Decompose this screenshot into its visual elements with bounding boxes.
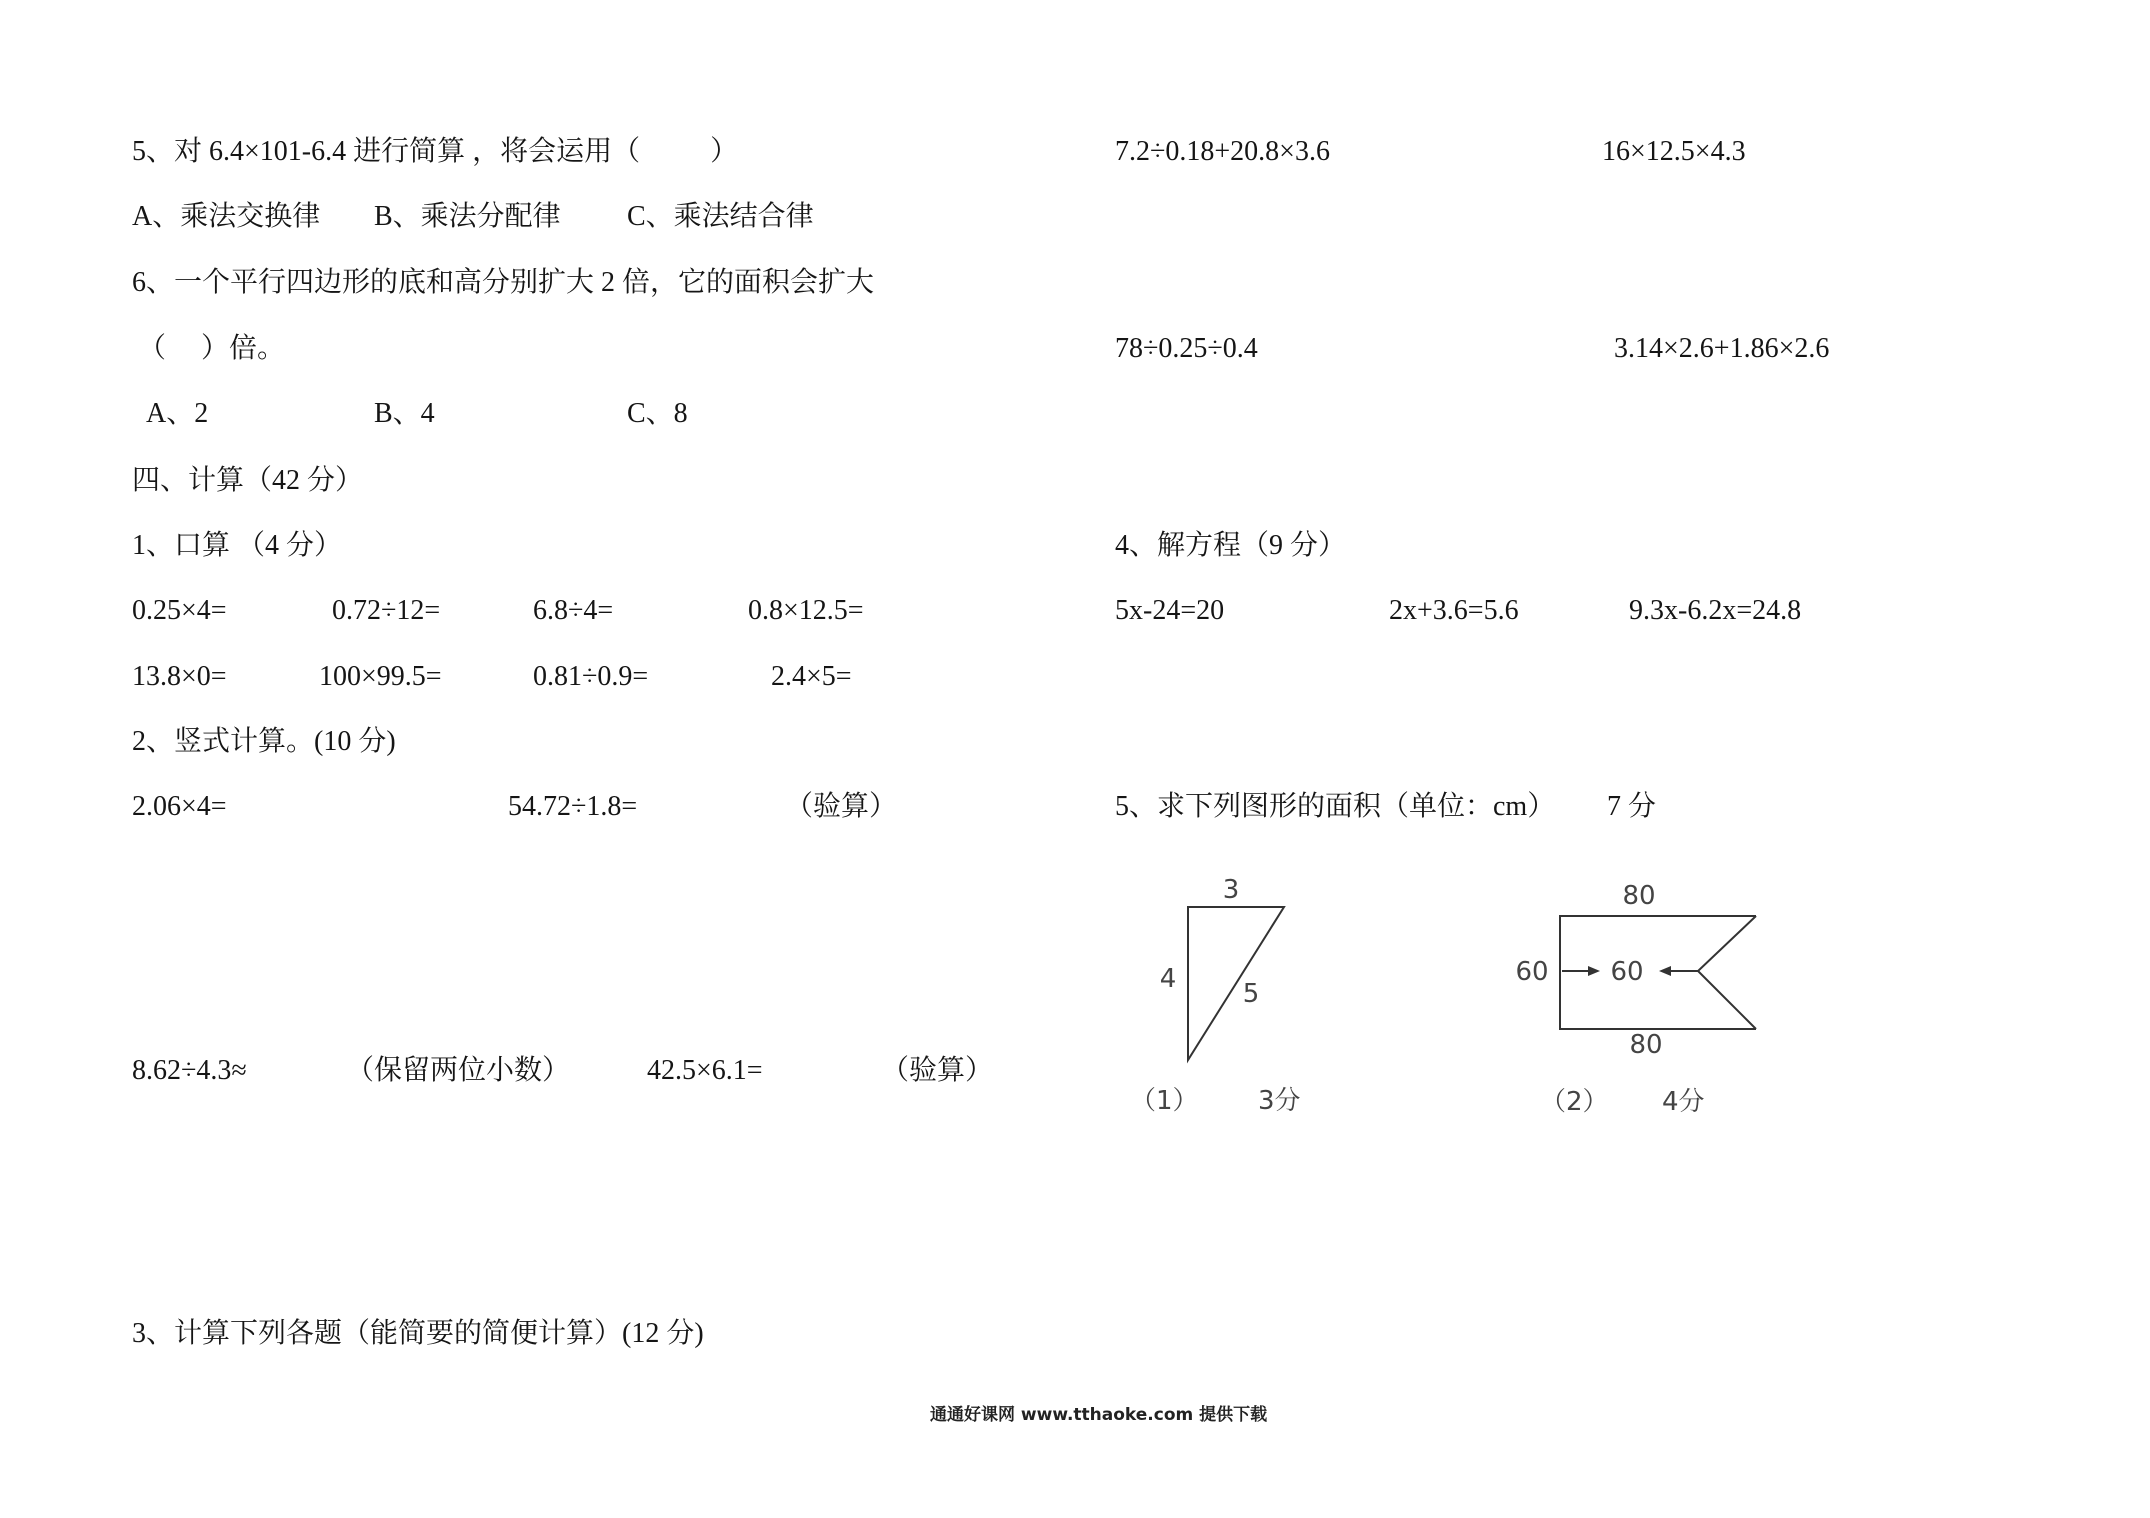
oral-calc-item: 100×99.5=	[319, 661, 442, 692]
oral-calc-item: 0.25×4=	[132, 595, 227, 626]
figure2-points: 4分	[1662, 1087, 1705, 1117]
figure2-caption: （2）	[1540, 1087, 1609, 1117]
oral-calc-item: 0.8×12.5=	[748, 595, 864, 626]
figure1-triangle	[1140, 870, 1320, 1080]
equation-item: 2x+3.6=5.6	[1389, 595, 1519, 626]
oral-calc-item: 13.8×0=	[132, 661, 227, 692]
oral-calc-item: 0.72÷12=	[332, 595, 441, 626]
upper-length-label: 80	[1622, 881, 1656, 911]
footer-source: 通通好课网 www.tthaoke.com 提供下载	[930, 1405, 1268, 1425]
vertical-calc-item: 54.72÷1.8=	[508, 791, 638, 822]
triangle-shape	[1188, 907, 1284, 1060]
oral-calc-item: 2.4×5=	[771, 661, 852, 692]
q6-option-c: C、8	[627, 398, 688, 429]
notch-outline	[1698, 916, 1756, 1029]
simplify-calc-item: 7.2÷0.18+20.8×3.6	[1115, 136, 1330, 167]
triangle-slant-label: 5	[1242, 979, 1260, 1009]
triangle-height-label: 4	[1159, 964, 1177, 994]
q6-option-b: B、4	[374, 398, 435, 429]
simplify-calc-item: 3.14×2.6+1.86×2.6	[1614, 333, 1830, 364]
part5-points: 7 分	[1607, 791, 1657, 822]
part3-title: 3、计算下列各题（能简要的简便计算）(12 分)	[132, 1318, 704, 1349]
q5-option-b: B、乘法分配律	[374, 201, 561, 232]
arrow-right-icon	[1588, 966, 1600, 976]
figure2-notched-rectangle	[1500, 870, 1800, 1070]
check-note: （验算）	[881, 1055, 994, 1086]
check-note: （验算）	[785, 791, 898, 822]
part5-title: 5、求下列图形的面积（单位：cm）	[1115, 791, 1556, 822]
rounding-note: （保留两位小数）	[346, 1055, 571, 1086]
oral-calc-item: 0.81÷0.9=	[533, 661, 649, 692]
q6-stem-line2: （ ）倍。	[138, 333, 286, 364]
figure1-caption: （1）	[1130, 1086, 1199, 1116]
vertical-calc-item: 2.06×4=	[132, 791, 227, 822]
figure1-points: 3分	[1258, 1086, 1301, 1116]
part1-title: 1、口算 （4 分）	[132, 530, 343, 561]
lower-length-label: 80	[1629, 1030, 1663, 1060]
arrow-left-icon	[1659, 966, 1671, 976]
vertical-calc-item: 8.62÷4.3≈	[132, 1055, 247, 1086]
equation-item: 9.3x-6.2x=24.8	[1629, 595, 1802, 626]
q5-stem: 5、对 6.4×101-6.4 进行简算 ，将会运用（ ）	[132, 136, 739, 167]
inner-width-label: 60	[1610, 957, 1644, 987]
q6-stem-line1: 6、一个平行四边形的底和高分别扩大 2 倍，它的面积会扩大	[132, 267, 875, 298]
simplify-calc-item: 78÷0.25÷0.4	[1115, 333, 1258, 364]
simplify-calc-item: 16×12.5×4.3	[1602, 136, 1746, 167]
triangle-base-label: 3	[1222, 875, 1240, 905]
equation-item: 5x-24=20	[1115, 595, 1225, 626]
part2-title: 2、竖式计算。(10 分)	[132, 726, 396, 757]
part4-title: 4、解方程（9 分）	[1115, 530, 1347, 561]
q5-option-c: C、乘法结合律	[627, 201, 814, 232]
q6-option-a: A、2	[146, 398, 209, 429]
section4-title: 四、计算（42 分）	[132, 465, 364, 496]
vertical-calc-item: 42.5×6.1=	[647, 1055, 763, 1086]
oral-calc-item: 6.8÷4=	[533, 595, 614, 626]
q5-option-a: A、乘法交换律	[132, 201, 321, 232]
outer-width-label: 60	[1515, 957, 1549, 987]
